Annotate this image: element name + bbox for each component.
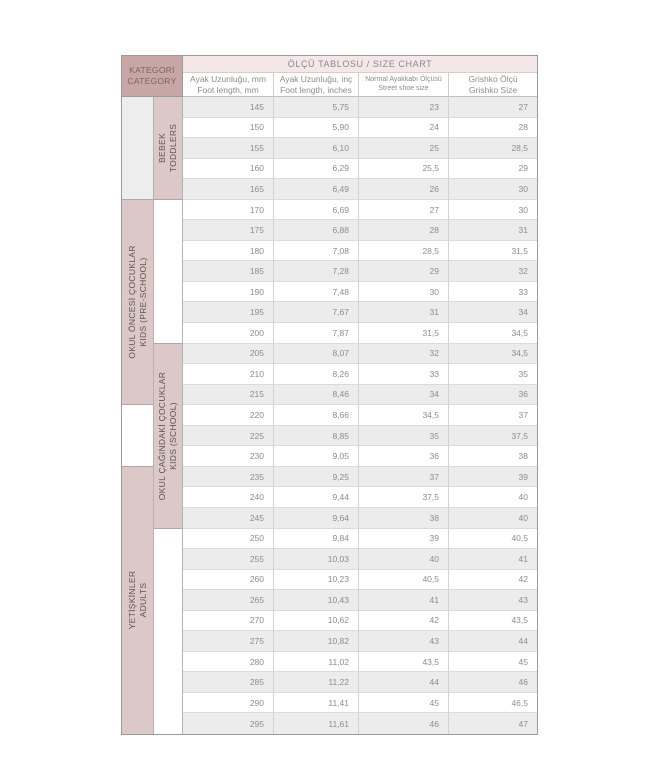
size-cell-grishko-size: 31,5 [448, 241, 537, 262]
size-chart-table [121, 55, 538, 735]
table-title-text: ÖLÇÜ TABLOSU / SIZE CHART [287, 59, 433, 69]
size-cell-mm: 205 [183, 344, 273, 365]
size-cell-street-size: 44 [358, 672, 448, 693]
size-cell-inches: 6,88 [273, 220, 358, 241]
size-cell-grishko-size: 43,5 [448, 611, 537, 632]
size-cell-grishko-size: 41 [448, 549, 537, 570]
size-cell-street-size: 30 [358, 282, 448, 303]
size-cell-inches: 9,84 [273, 529, 358, 550]
size-cell-mm: 270 [183, 611, 273, 632]
size-cell-inches: 9,64 [273, 508, 358, 529]
size-cell-mm: 190 [183, 282, 273, 303]
size-cell-street-size: 31,5 [358, 323, 448, 344]
size-cell-mm: 240 [183, 487, 273, 508]
size-cell-street-size: 26 [358, 179, 448, 200]
size-cell-mm: 185 [183, 261, 273, 282]
size-cell-grishko-size: 40 [448, 487, 537, 508]
size-cell-inches: 6,49 [273, 179, 358, 200]
size-cell-mm: 280 [183, 652, 273, 673]
size-cell-street-size: 46 [358, 713, 448, 734]
size-cell-inches: 10,23 [273, 570, 358, 591]
size-cell-inches: 9,25 [273, 467, 358, 488]
size-cell-inches: 7,28 [273, 261, 358, 282]
size-cell-mm: 175 [183, 220, 273, 241]
size-cell-mm: 275 [183, 631, 273, 652]
size-cell-grishko-size: 28,5 [448, 138, 537, 159]
size-cell-grishko-size: 34,5 [448, 344, 537, 365]
column-header-line1: Grishko Ölçü [468, 73, 518, 84]
category-header-cell [122, 56, 183, 97]
category-group-kids-school [154, 344, 183, 529]
size-cell-inches: 6,10 [273, 138, 358, 159]
column-header-grishko-size [448, 73, 537, 97]
size-cell-street-size: 37,5 [358, 487, 448, 508]
size-cell-inches: 6,29 [273, 159, 358, 180]
size-cell-street-size: 28 [358, 220, 448, 241]
size-cell-grishko-size: 40,5 [448, 529, 537, 550]
size-cell-street-size: 34,5 [358, 405, 448, 426]
size-cell-street-size: 45 [358, 693, 448, 714]
category-group-label: YETİŞKİNLER ADULTS [126, 571, 148, 630]
size-cell-inches: 10,82 [273, 631, 358, 652]
size-cell-street-size: 32 [358, 344, 448, 365]
size-cell-mm: 165 [183, 179, 273, 200]
size-cell-grishko-size: 34 [448, 302, 537, 323]
size-cell-street-size: 31 [358, 302, 448, 323]
size-cell-grishko-size: 28 [448, 118, 537, 139]
size-cell-grishko-size: 43 [448, 590, 537, 611]
size-cell-grishko-size: 30 [448, 179, 537, 200]
size-cell-inches: 11,02 [273, 652, 358, 673]
size-cell-inches: 7,08 [273, 241, 358, 262]
size-cell-mm: 220 [183, 405, 273, 426]
category-group-empty-gap [154, 200, 183, 344]
size-cell-grishko-size: 37 [448, 405, 537, 426]
size-cell-mm: 225 [183, 426, 273, 447]
size-cell-grishko-size: 45 [448, 652, 537, 673]
size-cell-inches: 7,48 [273, 282, 358, 303]
size-cell-inches: 11,41 [273, 693, 358, 714]
size-cell-mm: 150 [183, 118, 273, 139]
size-cell-inches: 11,61 [273, 713, 358, 734]
size-cell-mm: 260 [183, 570, 273, 591]
category-group-label: BEBEK TODDLERS [156, 123, 178, 173]
size-cell-inches: 8,26 [273, 364, 358, 385]
size-cell-mm: 180 [183, 241, 273, 262]
column-header-line1: Ayak Uzunluğu, mm [190, 73, 266, 84]
size-cell-mm: 295 [183, 713, 273, 734]
size-cell-street-size: 43 [358, 631, 448, 652]
size-cell-mm: 290 [183, 693, 273, 714]
size-cell-mm: 285 [183, 672, 273, 693]
size-cell-street-size: 28,5 [358, 241, 448, 262]
column-header-line2: Foot length, mm [197, 84, 259, 95]
column-header-line1: Ayak Uzunluğu, inç [279, 73, 353, 84]
category-group-empty-gap [122, 405, 154, 467]
size-cell-mm: 155 [183, 138, 273, 159]
category-header-line2: CATEGORY [127, 76, 177, 86]
size-cell-mm: 170 [183, 200, 273, 221]
size-cell-street-size: 25,5 [358, 159, 448, 180]
size-cell-inches: 10,62 [273, 611, 358, 632]
size-cell-inches: 10,03 [273, 549, 358, 570]
size-cell-mm: 230 [183, 446, 273, 467]
size-cell-mm: 250 [183, 529, 273, 550]
category-group-empty-bottom [154, 529, 183, 734]
size-cell-grishko-size: 35 [448, 364, 537, 385]
size-cell-street-size: 38 [358, 508, 448, 529]
category-group-label: OKUL ÖNCESİ ÇOCUKLAR KIDS (PRE-SCHOOL) [126, 245, 148, 359]
size-cell-inches: 11,22 [273, 672, 358, 693]
size-cell-street-size: 37 [358, 467, 448, 488]
size-cell-inches: 5,75 [273, 97, 358, 118]
column-header-line2: Foot length, inches [280, 84, 352, 95]
size-cell-inches: 6,69 [273, 200, 358, 221]
size-cell-grishko-size: 32 [448, 261, 537, 282]
column-header-line2: Grishko Size [468, 84, 518, 95]
size-cell-mm: 265 [183, 590, 273, 611]
size-cell-inches: 8,85 [273, 426, 358, 447]
size-cell-inches: 10,43 [273, 590, 358, 611]
size-cell-mm: 160 [183, 159, 273, 180]
size-cell-street-size: 36 [358, 446, 448, 467]
size-cell-mm: 235 [183, 467, 273, 488]
size-cell-grishko-size: 39 [448, 467, 537, 488]
size-cell-inches: 9,05 [273, 446, 358, 467]
size-cell-grishko-size: 44 [448, 631, 537, 652]
size-cell-street-size: 33 [358, 364, 448, 385]
column-header-street-shoe-size [358, 73, 448, 97]
size-cell-grishko-size: 34,5 [448, 323, 537, 344]
column-header-line1: Normal Ayakkabı Ölçüsü [365, 75, 442, 83]
size-cell-mm: 195 [183, 302, 273, 323]
size-cell-grishko-size: 37,5 [448, 426, 537, 447]
size-cell-mm: 255 [183, 549, 273, 570]
column-header-line2: Street shoe size [378, 84, 429, 92]
size-cell-street-size: 34 [358, 385, 448, 406]
size-cell-inches: 5,90 [273, 118, 358, 139]
size-cell-mm: 215 [183, 385, 273, 406]
size-cell-inches: 8,46 [273, 385, 358, 406]
size-cell-grishko-size: 31 [448, 220, 537, 241]
size-cell-street-size: 25 [358, 138, 448, 159]
size-cell-mm: 145 [183, 97, 273, 118]
size-cell-street-size: 43,5 [358, 652, 448, 673]
size-cell-grishko-size: 30 [448, 200, 537, 221]
size-cell-inches: 9,44 [273, 487, 358, 508]
size-cell-inches: 7,67 [273, 302, 358, 323]
size-cell-street-size: 39 [358, 529, 448, 550]
size-cell-grishko-size: 33 [448, 282, 537, 303]
size-cell-grishko-size: 42 [448, 570, 537, 591]
category-group-label: OKUL ÇAĞINDAKİ ÇOCUKLAR KIDS (SCHOOL) [156, 371, 178, 500]
size-cell-street-size: 40,5 [358, 570, 448, 591]
size-cell-street-size: 41 [358, 590, 448, 611]
size-cell-inches: 8,07 [273, 344, 358, 365]
size-cell-grishko-size: 36 [448, 385, 537, 406]
size-cell-grishko-size: 40 [448, 508, 537, 529]
size-cell-grishko-size: 29 [448, 159, 537, 180]
category-group-toddlers [154, 97, 183, 200]
size-cell-street-size: 27 [358, 200, 448, 221]
category-header-line1: KATEGORİ [129, 64, 175, 75]
size-cell-inches: 8,66 [273, 405, 358, 426]
size-cell-street-size: 24 [358, 118, 448, 139]
size-cell-street-size: 42 [358, 611, 448, 632]
size-cell-street-size: 29 [358, 261, 448, 282]
size-cell-street-size: 35 [358, 426, 448, 447]
table-title [183, 56, 537, 73]
column-header-foot-length-mm [183, 73, 273, 97]
size-cell-grishko-size: 46,5 [448, 693, 537, 714]
column-header-foot-length-inches [273, 73, 358, 97]
category-group-adults [122, 467, 154, 734]
size-cell-street-size: 23 [358, 97, 448, 118]
category-group-empty-toddlers [122, 97, 154, 200]
size-cell-street-size: 40 [358, 549, 448, 570]
size-cell-grishko-size: 38 [448, 446, 537, 467]
size-cell-inches: 7,87 [273, 323, 358, 344]
size-cell-mm: 210 [183, 364, 273, 385]
size-cell-grishko-size: 47 [448, 713, 537, 734]
size-cell-grishko-size: 27 [448, 97, 537, 118]
size-cell-mm: 200 [183, 323, 273, 344]
size-cell-grishko-size: 46 [448, 672, 537, 693]
size-cell-mm: 245 [183, 508, 273, 529]
category-group-kids-pre-school [122, 200, 154, 405]
